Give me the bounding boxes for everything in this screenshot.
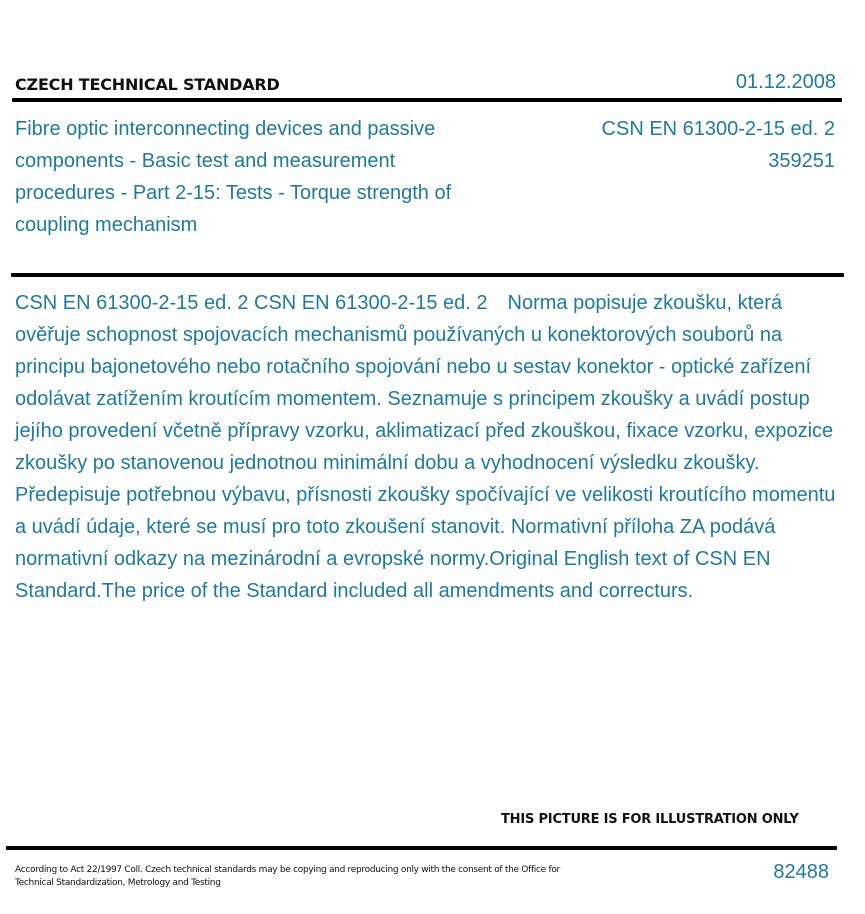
standard-designation: CSN EN 61300-2-15 ed. 2 bbox=[601, 118, 835, 140]
document-type-label: CZECH TECHNICAL STANDARD bbox=[15, 75, 280, 94]
abstract-lead: CSN EN 61300-2-15 ed. 2 CSN EN 61300-2-15 ed. 2 bbox=[15, 292, 488, 314]
catalog-code: 359251 bbox=[768, 150, 835, 172]
document-number: 82488 bbox=[773, 861, 829, 883]
publication-date: 01.12.2008 bbox=[735, 71, 836, 93]
standard-identifiers bbox=[602, 113, 835, 177]
standard-title: Fibre optic interconnecting devices and passive components - Basic test and measurement procedures - Part 2-15: Tests - Torque strength of coupling mechanism bbox=[15, 118, 452, 236]
abstract bbox=[15, 287, 843, 607]
abstract-text: Norma popisuje zkoušku, která ověřuje schopnost spojovacích mechanismů používaných u konektorových souborů na principu bajonetového nebo rotačního spojování nebo u sestav konektor - optické zařízení odolávat zatížením kroutícím momentem. Seznamuje s principem zkoušky a uvádí postup jejího provedení včetně přípravy vzorku, aklimatizací před zkouškou, fixace vzorku, expozice zkoušky po stanovenou jednotnou minimální dobu a vyhodnocení výsledku zkoušky. Předepisuje potřebnou výbavu, přísnosti zkoušky spočívající ve velikosti kroutícího momentu a uvádí údaje, které se musí pro toto zkoušení stanovit. Normativní příloha ZA podává normativní odkazy na mezinárodní a evropské normy.Original English text of CSN EN Standard.The price of the Standard included all amendments and correcturs. bbox=[15, 292, 836, 602]
header-divider bbox=[12, 98, 842, 102]
illustration-notice: THIS PICTURE IS FOR ILLUSTRATION ONLY bbox=[501, 812, 799, 827]
footer-divider bbox=[6, 846, 837, 850]
legal-notice: According to Act 22/1997 Coll. Czech technical standards may be copying and reproducing only with the consent of the Office for Technical Standardization, Metrology and Testing bbox=[15, 865, 560, 888]
title-divider bbox=[11, 273, 844, 277]
